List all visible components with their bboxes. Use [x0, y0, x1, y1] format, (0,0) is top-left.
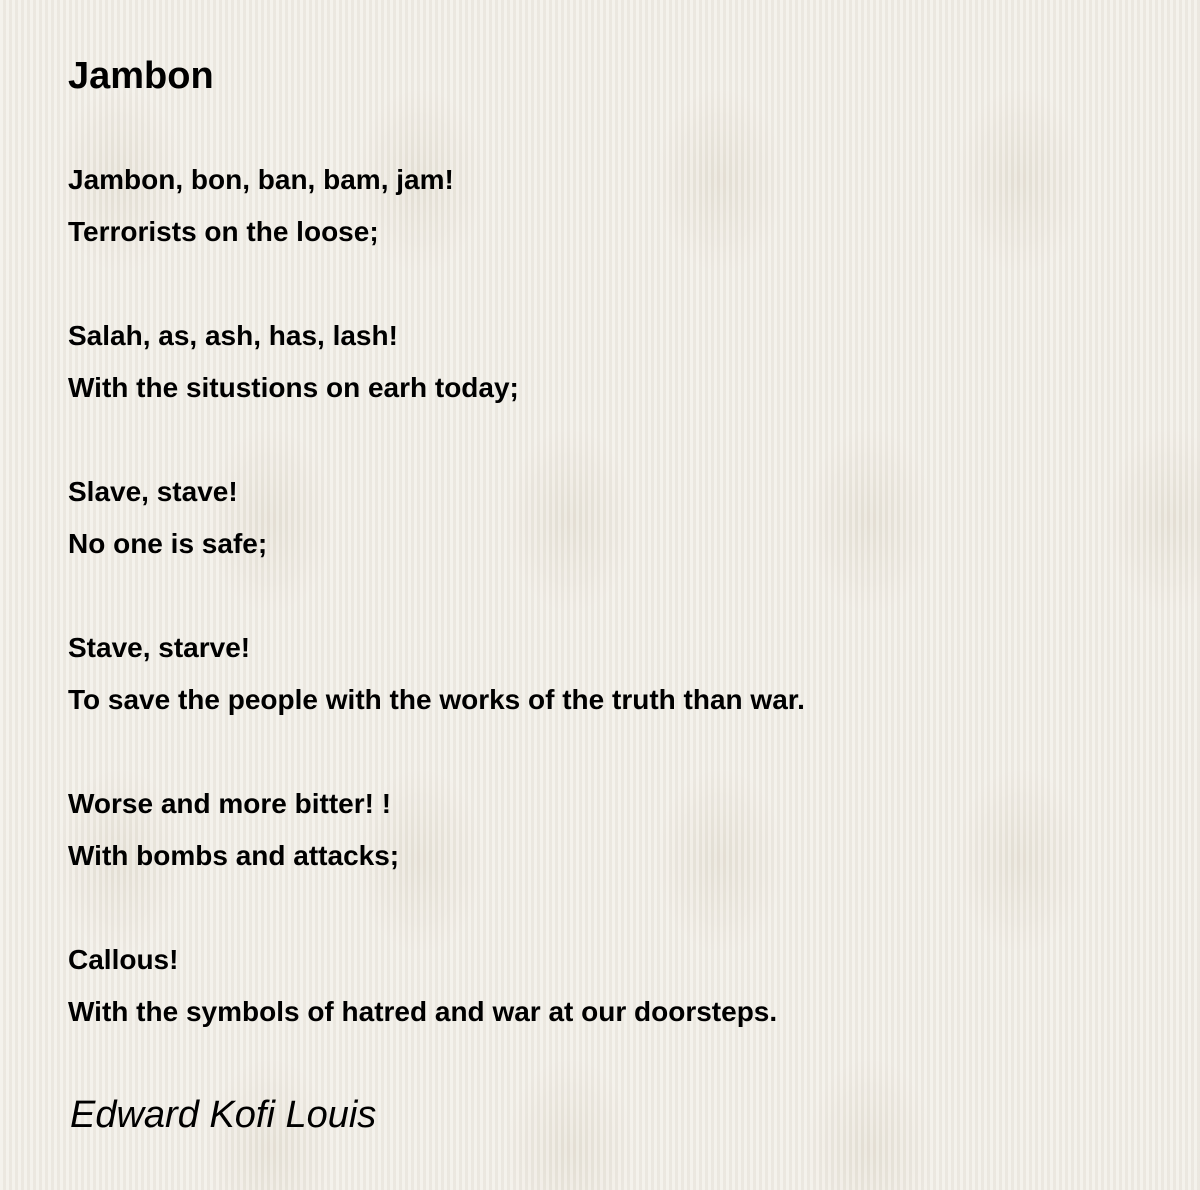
poem-line: Jambon, bon, ban, bam, jam! — [68, 164, 454, 195]
stanza-6 — [68, 934, 1168, 1038]
poem-line: No one is safe; — [68, 528, 268, 559]
poem-line: With bombs and attacks; — [68, 840, 400, 871]
poem-line: Salah, as, ash, has, lash! — [68, 320, 398, 351]
stanza-1 — [68, 154, 1168, 258]
poem-line: To save the people with the works of the truth than war. — [68, 684, 805, 715]
poem-line: With the situstions on earh today; — [68, 372, 519, 403]
poem-line: With the symbols of hatred and war at our doorsteps. — [68, 996, 778, 1027]
poem-card — [68, 0, 1168, 1190]
poem-title: Jambon — [68, 55, 214, 97]
stanza-4 — [68, 622, 1168, 726]
stanza-2 — [68, 310, 1168, 414]
poem-body — [68, 154, 1168, 1090]
poem-line: Terrorists on the loose; — [68, 216, 379, 247]
poem-line: Slave, stave! — [68, 476, 238, 507]
poem-line: Worse and more bitter! ! — [68, 788, 392, 819]
poem-author: Edward Kofi Louis — [70, 1094, 377, 1136]
poem-line: Stave, starve! — [68, 632, 251, 663]
stanza-3 — [68, 466, 1168, 570]
stanza-5 — [68, 778, 1168, 882]
poem-line: Callous! — [68, 944, 179, 975]
